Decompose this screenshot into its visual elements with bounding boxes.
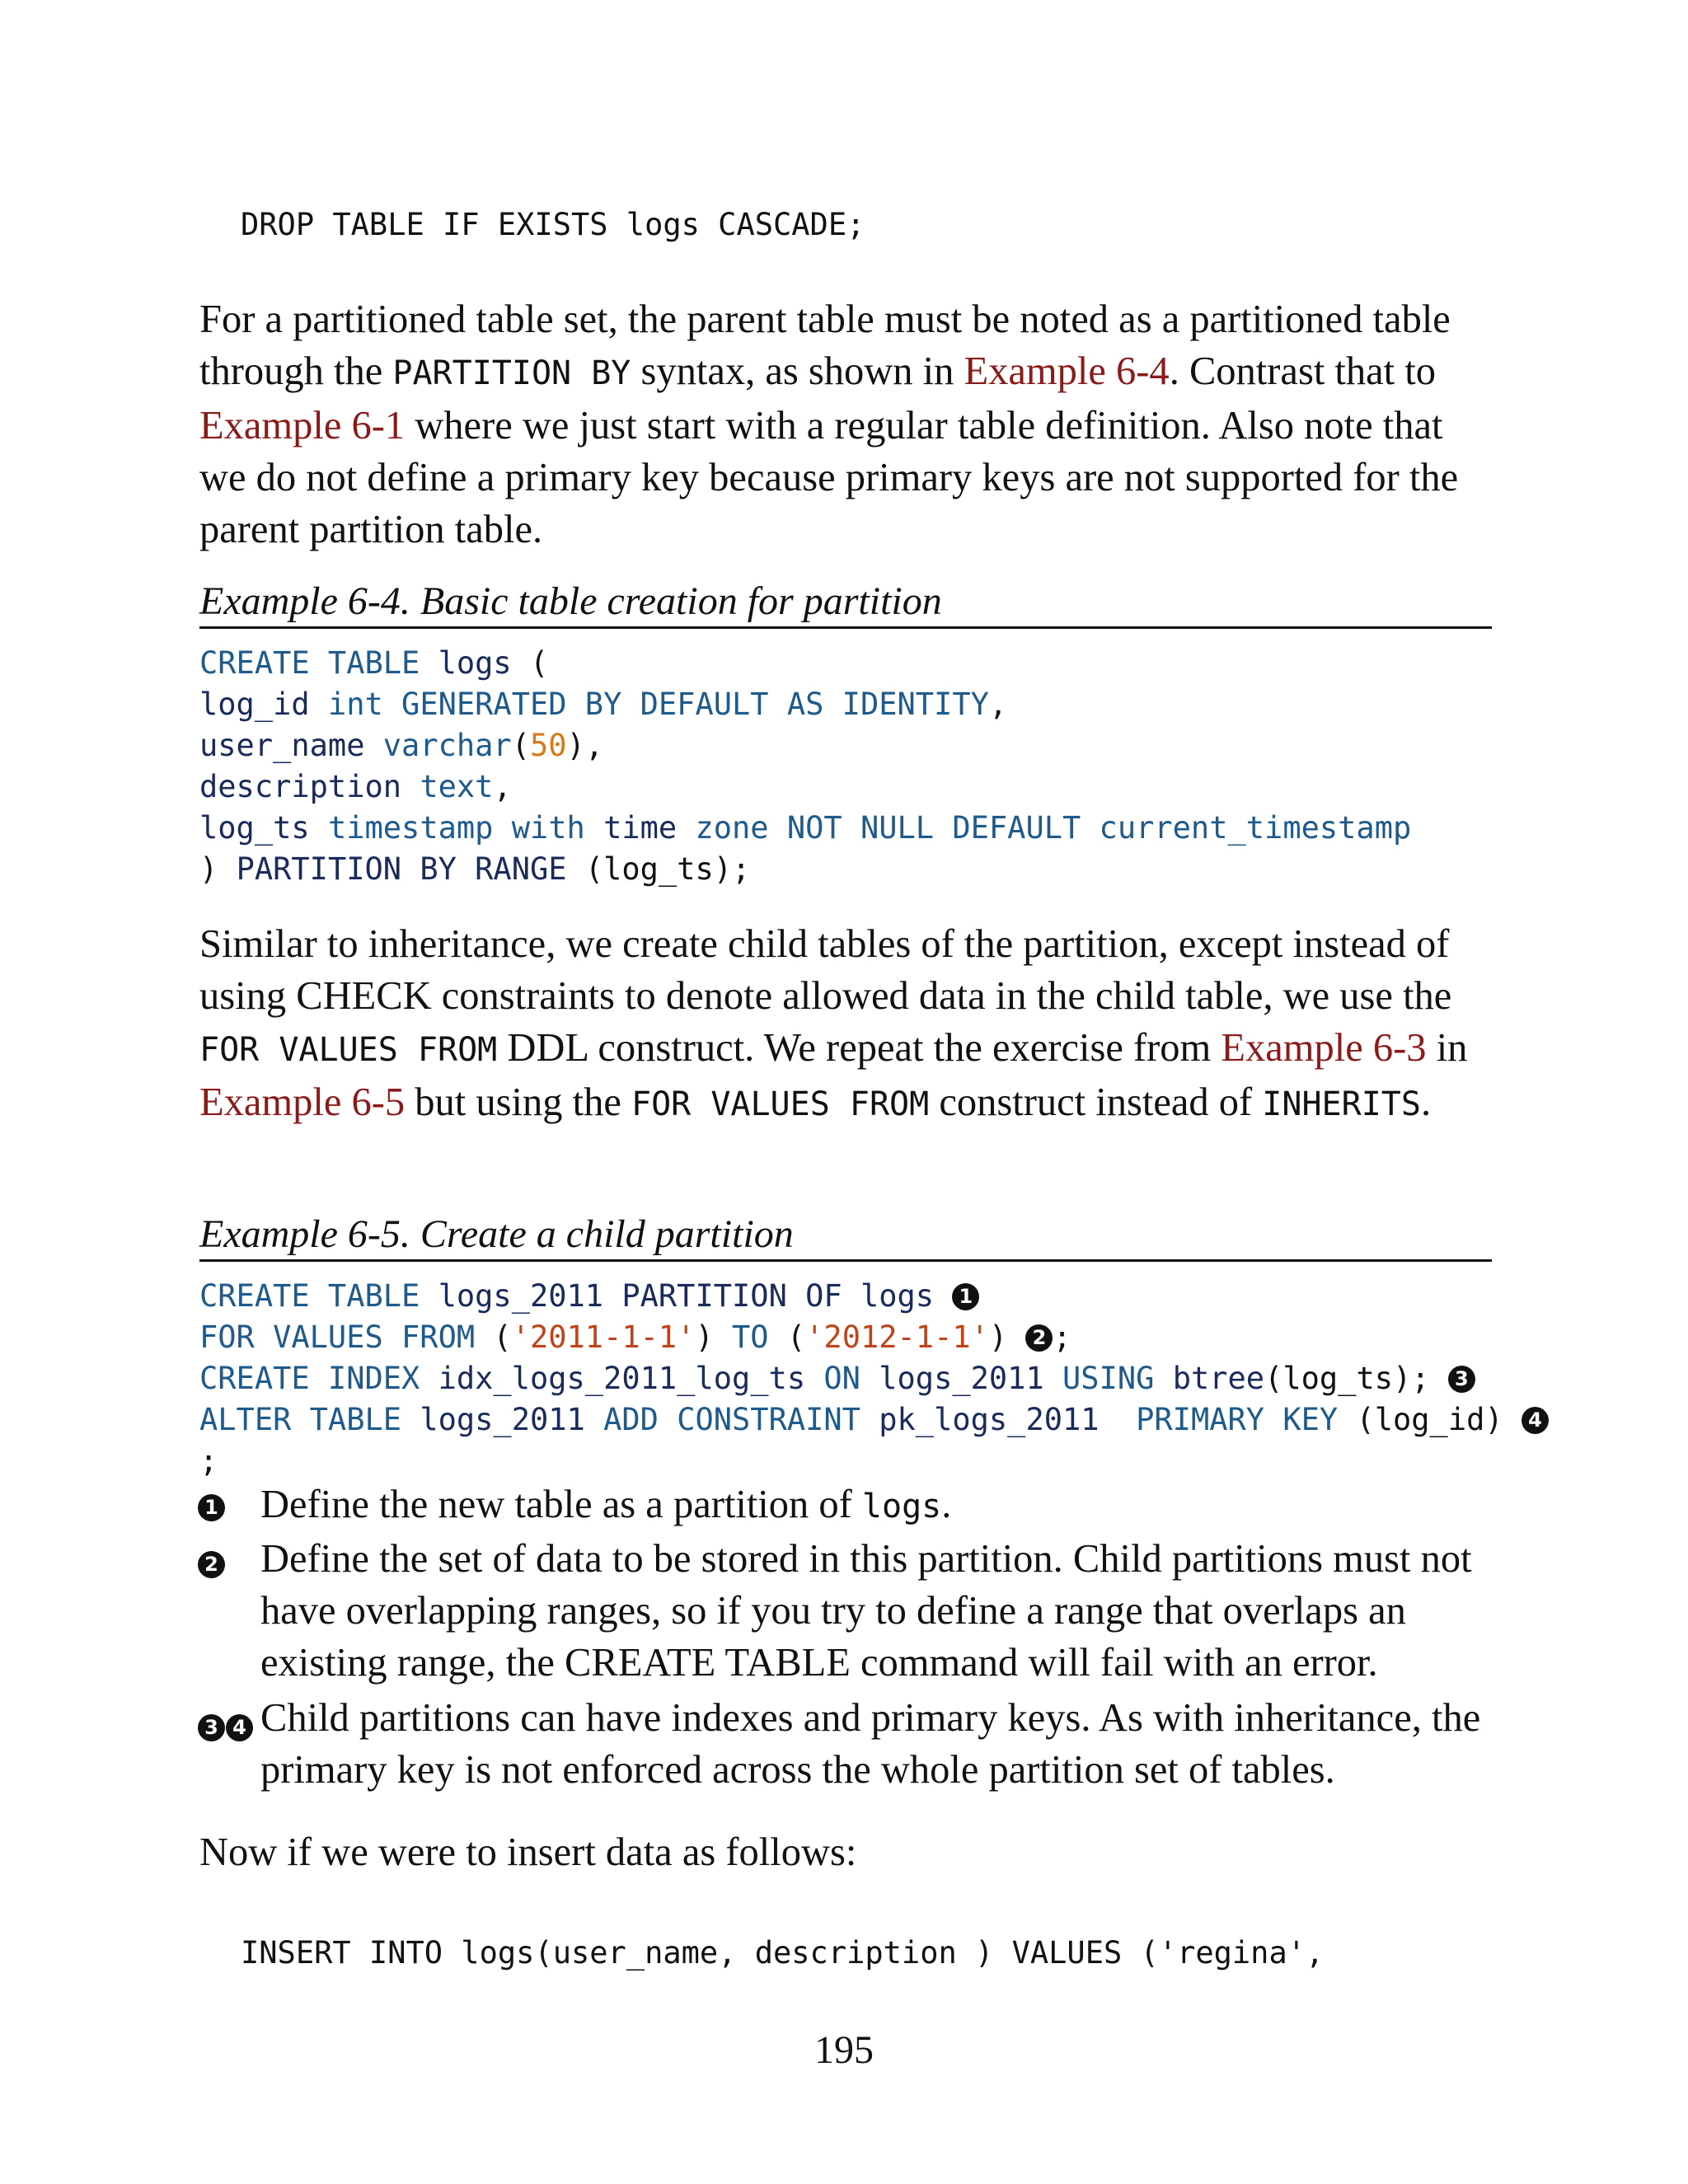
code-token: ( xyxy=(493,1319,512,1355)
callout-marker-1 xyxy=(198,1494,226,1521)
text: . xyxy=(941,1483,952,1526)
inline-code: logs xyxy=(861,1488,942,1526)
code-token: (log_id) xyxy=(1356,1402,1503,1437)
code-line xyxy=(199,1358,1475,1399)
code-token: time xyxy=(603,810,678,846)
code-token: PARTITION OF xyxy=(621,1278,842,1314)
code-token: logs xyxy=(860,1278,935,1314)
paragraph-insert-intro: Now if we were to insert data as follows: xyxy=(199,1830,857,1874)
paragraph-child-tables xyxy=(199,918,1493,1131)
code-token: ) xyxy=(199,851,218,887)
code-token: , xyxy=(988,687,1008,722)
code-token: ; xyxy=(199,1443,218,1479)
page-number: 195 xyxy=(814,2028,874,2072)
callout-1-icon: 1 xyxy=(198,1494,225,1521)
code-line xyxy=(199,766,512,808)
code-token: text xyxy=(420,769,494,804)
text: syntax, as shown in xyxy=(631,349,964,393)
code-token: TO xyxy=(732,1319,769,1355)
code-token: ; xyxy=(1053,1319,1071,1355)
code-token: varchar xyxy=(382,728,512,763)
callout-2-icon: 2 xyxy=(198,1551,225,1578)
callout-4-icon: 4 xyxy=(226,1714,253,1741)
code-token: CREATE TABLE xyxy=(199,1278,420,1314)
link-example-6-5[interactable]: Example 6-5 xyxy=(199,1080,406,1124)
callout-3-icon: 3 xyxy=(1448,1366,1475,1393)
callout-4-icon: 4 xyxy=(1522,1407,1549,1434)
callout-note-2: Define the set of data to be stored in this partition. Child partitions must not have overlapping ranges, so if you try to define a range that overlaps an existing range, the CREATE TABLE command will fail with an error. xyxy=(260,1537,1472,1685)
callout-marker-2 xyxy=(198,1551,226,1578)
code-token: timestamp with xyxy=(327,810,585,846)
code-token: FOR VALUES FROM xyxy=(199,1319,476,1355)
code-token: ( xyxy=(786,1319,806,1355)
paragraph-partition-intro xyxy=(199,293,1493,555)
code-token: ) xyxy=(695,1319,714,1355)
code-token: pk_logs_2011 xyxy=(879,1402,1100,1437)
code-line xyxy=(199,725,603,766)
text: but using the xyxy=(405,1080,631,1124)
code-token: user_name xyxy=(199,728,365,763)
code-token: description xyxy=(199,769,402,804)
code-line xyxy=(199,808,1411,849)
code-token: CREATE TABLE xyxy=(199,645,420,681)
code-token: ALTER TABLE xyxy=(199,1402,402,1437)
link-example-6-3[interactable]: Example 6-3 xyxy=(1221,1026,1427,1070)
code-token: logs_2011 xyxy=(438,1278,604,1314)
code-token: log_ts xyxy=(199,810,310,846)
code-line xyxy=(199,1276,979,1317)
text: in xyxy=(1426,1026,1468,1070)
code-token: zone NOT NULL DEFAULT current_timestamp xyxy=(695,810,1412,846)
callout-1-icon: 1 xyxy=(952,1283,979,1310)
text: DDL construct. We repeat the exercise from xyxy=(497,1026,1221,1070)
code-token: btree xyxy=(1172,1361,1265,1396)
text: where we just start with a regular table definition. Also note that we do not define a primary key because primary keys are not supported for the parent partition table. xyxy=(199,404,1459,551)
code-token: CREATE INDEX xyxy=(199,1361,420,1396)
code-token: PRIMARY KEY xyxy=(1136,1402,1339,1437)
inline-code: FOR VALUES FROM xyxy=(631,1085,930,1123)
text: For a partitioned table set, the parent table must be noted as a partitioned table through the xyxy=(199,298,1451,393)
code-token: logs xyxy=(438,645,512,681)
code-token: ON xyxy=(823,1361,860,1396)
callout-2-icon: 2 xyxy=(1025,1324,1053,1352)
callout-3-icon: 3 xyxy=(198,1714,225,1741)
code-token: (log_ts); xyxy=(1264,1361,1430,1396)
code-token: ), xyxy=(566,728,604,763)
callout-marker-3-4 xyxy=(198,1714,254,1741)
code-line xyxy=(199,1441,218,1482)
code-line xyxy=(199,643,548,684)
code-drop-table: DROP TABLE IF EXISTS logs CASCADE; xyxy=(241,207,865,242)
code-token: int xyxy=(327,687,383,722)
text: . xyxy=(1420,1080,1432,1124)
code-token: PARTITION BY RANGE xyxy=(236,851,567,887)
code-token: 50 xyxy=(529,728,567,763)
code-token: ADD CONSTRAINT xyxy=(603,1402,860,1437)
code-token: log_id xyxy=(199,687,310,722)
code-token: logs_2011 xyxy=(879,1361,1044,1396)
code-token: USING xyxy=(1062,1361,1155,1396)
code-line xyxy=(199,684,1007,725)
text: . Contrast that to xyxy=(1169,349,1436,393)
code-line xyxy=(199,1317,1071,1358)
callout-note-1 xyxy=(260,1479,1497,1533)
code-token: ) xyxy=(988,1319,1008,1355)
link-example-6-4[interactable]: Example 6-4 xyxy=(964,349,1170,393)
caption-example-6-5: Example 6-5. Create a child partition xyxy=(199,1210,1492,1262)
code-insert: INSERT INTO logs(user_name, description ) VALUES ('regina', xyxy=(241,1935,1325,1971)
code-token: GENERATED BY DEFAULT AS IDENTITY xyxy=(401,687,989,722)
code-token: ( xyxy=(529,645,549,681)
code-token: logs_2011 xyxy=(420,1402,585,1437)
inline-code: PARTITION BY xyxy=(392,354,631,392)
callout-note-3-4: Child partitions can have indexes and primary keys. As with inheritance, the primary key is not enforced across the whole partition set of tables. xyxy=(260,1696,1481,1792)
text: Similar to inheritance, we create child tables of the partition, except instead of using CHECK constraints to denote allowed data in the child table, we use the xyxy=(199,922,1452,1018)
code-line xyxy=(199,1399,1549,1441)
code-token: '2012-1-1' xyxy=(805,1319,989,1355)
caption-example-6-4: Example 6-4. Basic table creation for partition xyxy=(199,577,1492,629)
link-example-6-1[interactable]: Example 6-1 xyxy=(199,404,406,448)
code-token: '2011-1-1' xyxy=(511,1319,696,1355)
inline-code: FOR VALUES FROM xyxy=(199,1031,498,1069)
code-token: idx_logs_2011_log_ts xyxy=(438,1361,806,1396)
code-token: (log_ts); xyxy=(584,851,751,887)
code-line xyxy=(199,849,750,890)
text: Define the new table as a partition of xyxy=(260,1483,862,1526)
text: construct instead of xyxy=(929,1080,1263,1124)
code-token: , xyxy=(493,769,512,804)
code-token: ( xyxy=(511,728,530,763)
inline-code: INHERITS xyxy=(1262,1085,1421,1123)
